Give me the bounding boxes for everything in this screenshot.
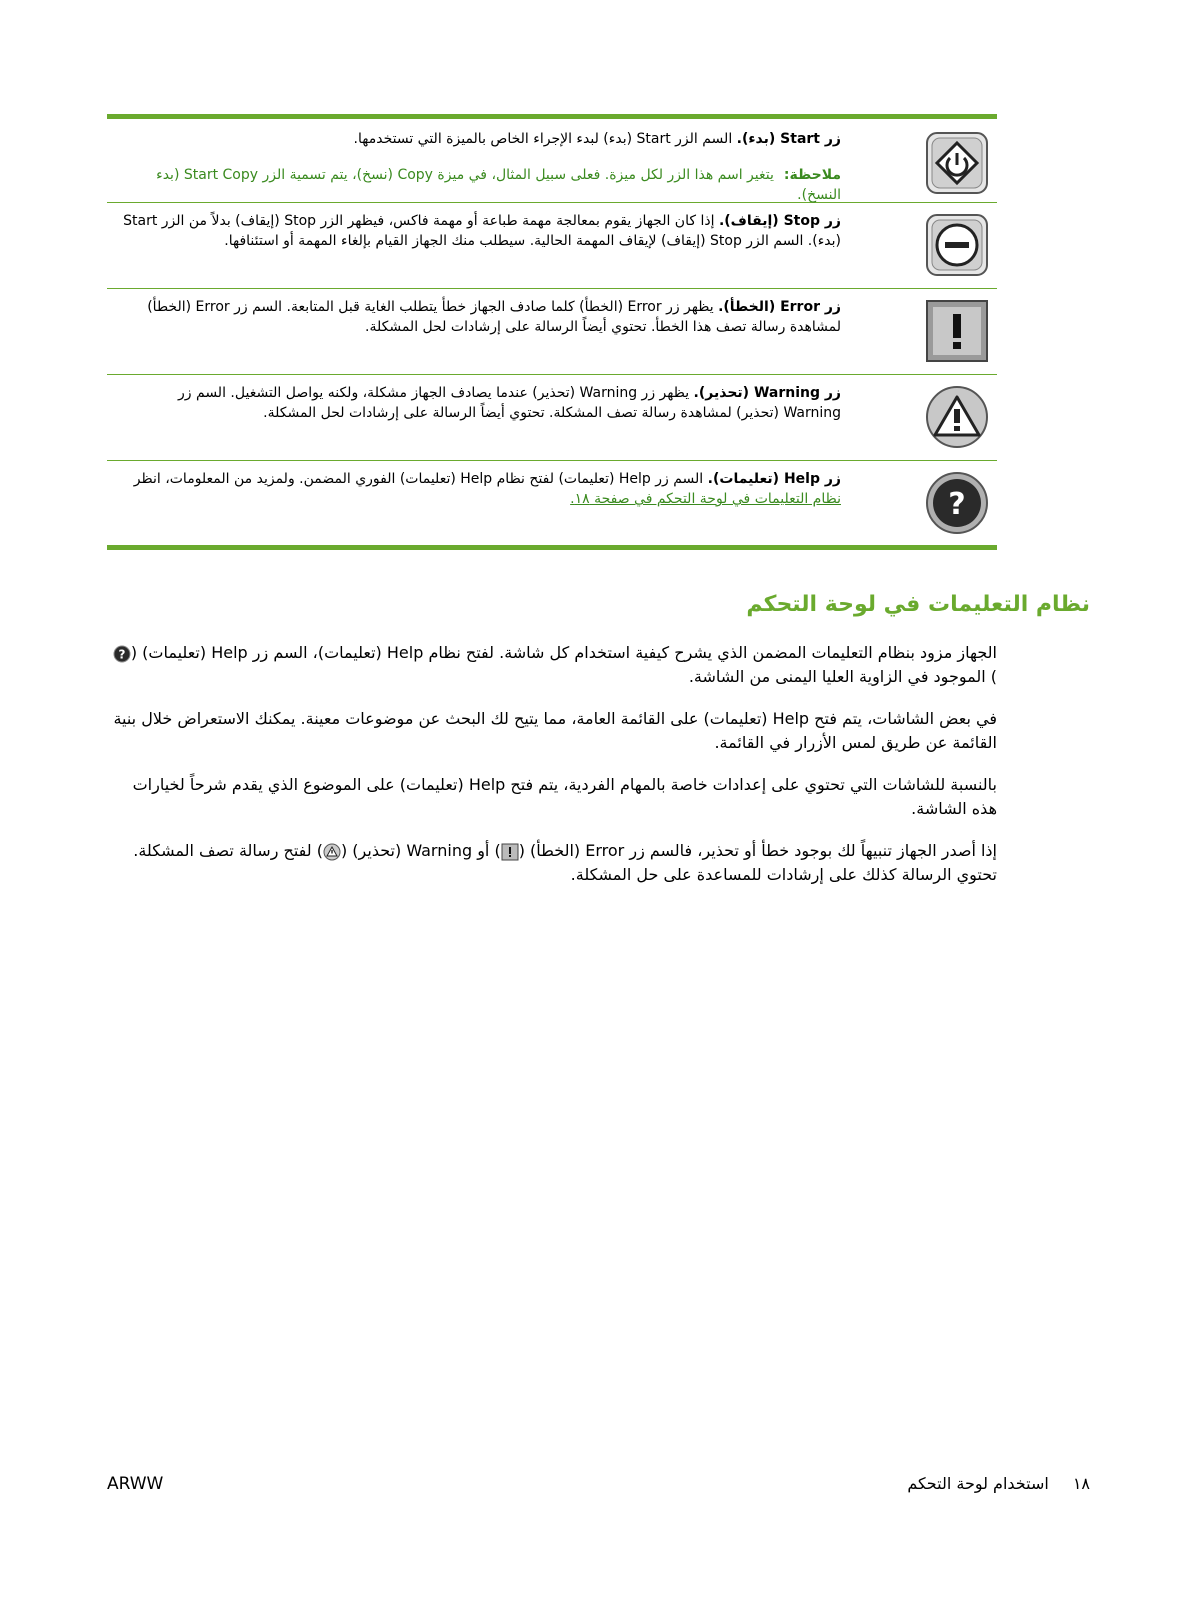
- start-diamond-icon: [925, 131, 989, 195]
- warning-button-title: زر Warning (تحذير).: [693, 385, 841, 401]
- paragraph-help-menu: [107, 707, 997, 755]
- note-text: يتغير اسم هذا الزر لكل ميزة. فعلى سبيل المثال، في ميزة Copy (نسخ)، يتم تسمية الزر Start Copy (بدء النسخ).: [156, 167, 841, 203]
- start-button-description: [117, 129, 841, 205]
- p1-text-b: ) الموجود في الزاوية العليا اليمنى من الشاشة.: [688, 667, 997, 686]
- table-row-help: [107, 461, 997, 545]
- footer-code: ARWW: [107, 1474, 164, 1494]
- stop-circle-icon: [925, 213, 989, 277]
- table-row-error: [107, 289, 997, 375]
- top-green-rule: [107, 114, 997, 119]
- warning-button-description: [117, 383, 841, 423]
- svg-text:?: ?: [948, 487, 966, 522]
- chapter-title: استخدام لوحة التحكم: [907, 1474, 1049, 1493]
- footer-page-info: [907, 1474, 1090, 1493]
- stop-button-description: [117, 211, 841, 251]
- help-question-icon: [113, 645, 131, 663]
- section-title: نظام التعليمات في لوحة التحكم: [746, 592, 1090, 617]
- p2-text: في بعض الشاشات، يتم فتح Help (تعليمات) على القائمة العامة، مما يتيح لك البحث عن موضوعات معينة. يمكنك الاستعراض خلال بنية القائمة عن طريق لمس الأزرار في القائمة.: [113, 709, 997, 752]
- stop-button-text: إذا كان الجهاز يقوم بمعالجة مهمة طباعة أو مهمة فاكس، فيظهر الزر Stop (إيقاف) بدلاً من الزر Start (بدء). السم الزر Stop (إيقاف) لإيقاف المهمة الحالية. سيطلب منك الجهاز القيام بإلغاء المهمة أو استئنافها.: [123, 213, 841, 249]
- start-button-text: السم الزر Start (بدء) لبدء الإجراء الخاص بالميزة التي تستخدمها.: [353, 131, 733, 147]
- stop-button-title: زر Stop (إيقاف).: [718, 213, 841, 229]
- p4-text-b: ) أو Warning (تحذير) (: [340, 841, 501, 860]
- table-row-warning: [107, 375, 997, 461]
- error-button-text: يظهر زر Error (الخطأ) كلما صادف الجهاز خطأ يتطلب الغاية قبل المتابعة. السم زر Error (الخطأ) لمشاهدة رسالة تصف هذا الخطأ. تحتوي أيضاً الرسالة على إرشادات لحل المشكلة.: [147, 299, 841, 335]
- p4-text-a: إذا أصدر الجهاز تنبيهاً لك بوجود خطأ أو تحذير، فالسم زر Error (الخطأ) (: [518, 841, 997, 860]
- error-button-title: زر Error (الخطأ).: [718, 299, 841, 315]
- paragraph-help-settings: [107, 773, 997, 821]
- control-buttons-table: [107, 121, 997, 545]
- error-button-description: [117, 297, 841, 337]
- note-label: ملاحظة:: [783, 167, 841, 183]
- help-question-icon: [925, 471, 989, 535]
- start-button-note: [117, 165, 841, 205]
- svg-text:?: ?: [118, 647, 126, 661]
- table-row-start: [107, 121, 997, 203]
- help-button-text: السم زر Help (تعليمات) لفتح نظام Help (تعليمات) الفوري المضمن. ولمزيد من المعلومات، انظر: [133, 471, 704, 487]
- table-row-stop: [107, 203, 997, 289]
- p3-text: بالنسبة للشاشات التي تحتوي على إعدادات خاصة بالمهام الفردية، يتم فتح Help (تعليمات) على الموضوع الذي يقدم شرحاً لخيارات هذه الشاشة.: [132, 775, 997, 818]
- help-button-title: زر Help (تعليمات).: [707, 471, 841, 487]
- error-exclamation-icon: [925, 299, 989, 363]
- warning-triangle-icon: [925, 385, 989, 449]
- bottom-green-rule: [107, 545, 997, 550]
- help-button-description: [117, 469, 841, 509]
- page-number: ١٨: [1072, 1474, 1090, 1493]
- start-button-title: زر Start (بدء).: [736, 131, 841, 147]
- p1-text-a: الجهاز مزود بنظام التعليمات المضمن الذي يشرح كيفية استخدام كل شاشة. لفتح نظام Help (تعليمات)، السم زر Help (تعليمات) (: [130, 643, 997, 662]
- warning-triangle-icon: [323, 843, 341, 861]
- paragraph-help-errors: [107, 839, 997, 887]
- warning-button-text: يظهر زر Warning (تحذير) عندما يصادف الجهاز مشكلة، ولكنه يواصل التشغيل. السم زر Warning (تحذير) لمشاهدة رسالة تصف المشكلة. تحتوي أيضاً الرسالة على إرشادات لحل المشكلة.: [178, 385, 841, 421]
- error-exclamation-icon: [501, 843, 519, 861]
- paragraph-help-intro: [107, 641, 997, 689]
- p4-text-c: ) لفتح رسالة تصف المشكلة. تحتوي الرسالة كذلك على إرشادات للمساعدة على حل المشكلة.: [133, 841, 997, 884]
- help-system-link[interactable]: نظام التعليمات في لوحة التحكم في صفحة ١٨.: [570, 491, 841, 507]
